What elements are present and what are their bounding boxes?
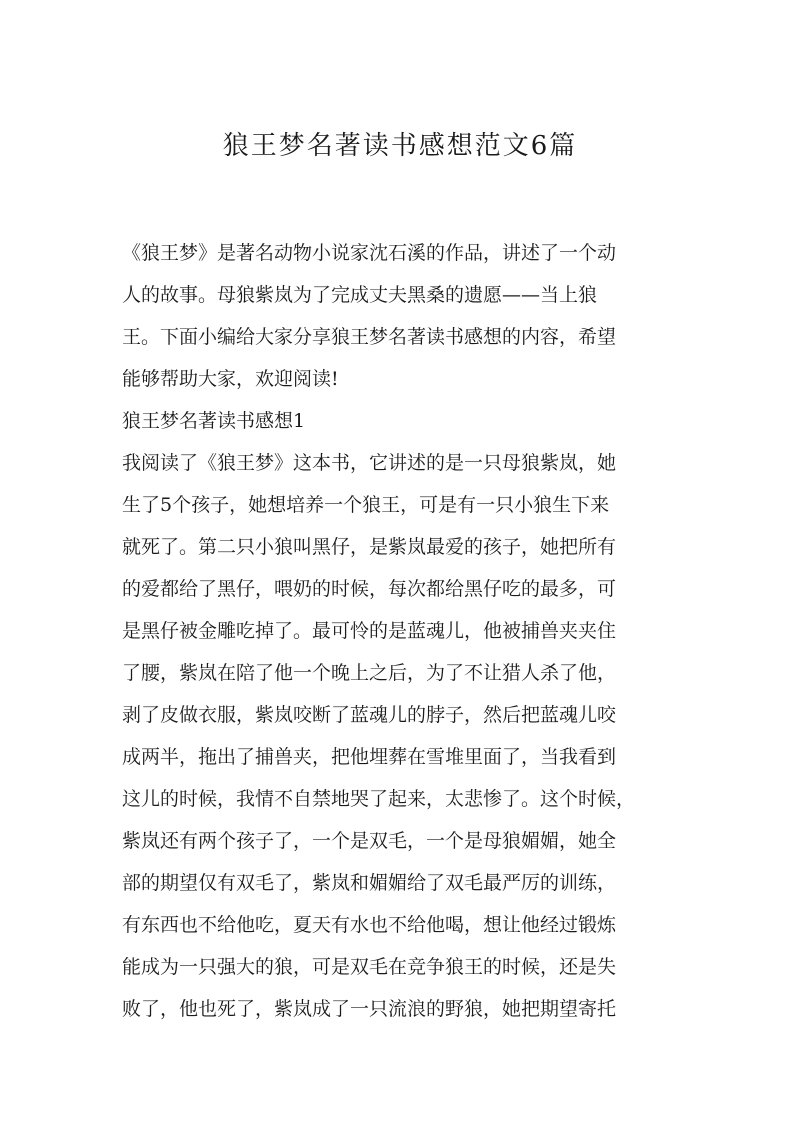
paragraph-line: 败了，他也死了，紫岚成了一只流浪的野狼，她把期望寄托 — [122, 998, 617, 1020]
paragraph-line: 人的故事。母狼紫岚为了完成丈夫黑桑的遗愿——当上狼 — [122, 284, 598, 306]
document-body — [122, 240, 682, 1038]
paragraph-line: 能够帮助大家，欢迎阅读! — [122, 368, 339, 390]
paragraph-line: 有东西也不给他吃，夏天有水也不给他喝，想让他经过锻炼 — [122, 914, 617, 936]
paragraph-line: 生了5个孩子，她想培养一个狼王，可是有一只小狼生下来 — [122, 494, 610, 516]
section-heading: 狼王梦名著读书感想1 — [122, 410, 306, 432]
document-title: 狼王梦名著读书感想范文6篇 — [222, 131, 578, 161]
paragraph-line: 这儿的时候，我情不自禁地哭了起来，太悲惨了。这个时候， — [122, 788, 636, 810]
paragraph-line: 是黑仔被金雕吃掉了。最可怜的是蓝魂儿，他被捕兽夹夹住 — [122, 620, 617, 642]
paragraph-line: 《狼王梦》是著名动物小说家沈石溪的作品，讲述了一个动 — [122, 242, 617, 264]
paragraph-line: 能成为一只强大的狼，可是双毛在竞争狼王的时候，还是失 — [122, 956, 617, 978]
paragraph-line: 的爱都给了黑仔，喂奶的时候，每次都给黑仔吃的最多，可 — [122, 578, 617, 600]
paragraph-line: 剥了皮做衣服，紫岚咬断了蓝魂儿的脖子，然后把蓝魂儿咬 — [122, 704, 617, 726]
paragraph-line: 就死了。第二只小狼叫黑仔，是紫岚最爱的孩子，她把所有 — [122, 536, 617, 558]
paragraph-line: 成两半，拖出了捕兽夹，把他埋葬在雪堆里面了，当我看到 — [122, 746, 617, 768]
paragraph-line: 部的期望仅有双毛了，紫岚和媚媚给了双毛最严厉的训练， — [122, 872, 617, 894]
paragraph-line: 王。下面小编给大家分享狼王梦名著读书感想的内容，希望 — [122, 326, 617, 348]
paragraph-line: 了腰，紫岚在陪了他一个晚上之后，为了不让猎人杀了他， — [122, 662, 617, 684]
paragraph-line: 紫岚还有两个孩子了，一个是双毛，一个是母狼媚媚，她全 — [122, 830, 617, 852]
paragraph-line: 我阅读了《狼王梦》这本书，它讲述的是一只母狼紫岚，她 — [122, 452, 617, 474]
